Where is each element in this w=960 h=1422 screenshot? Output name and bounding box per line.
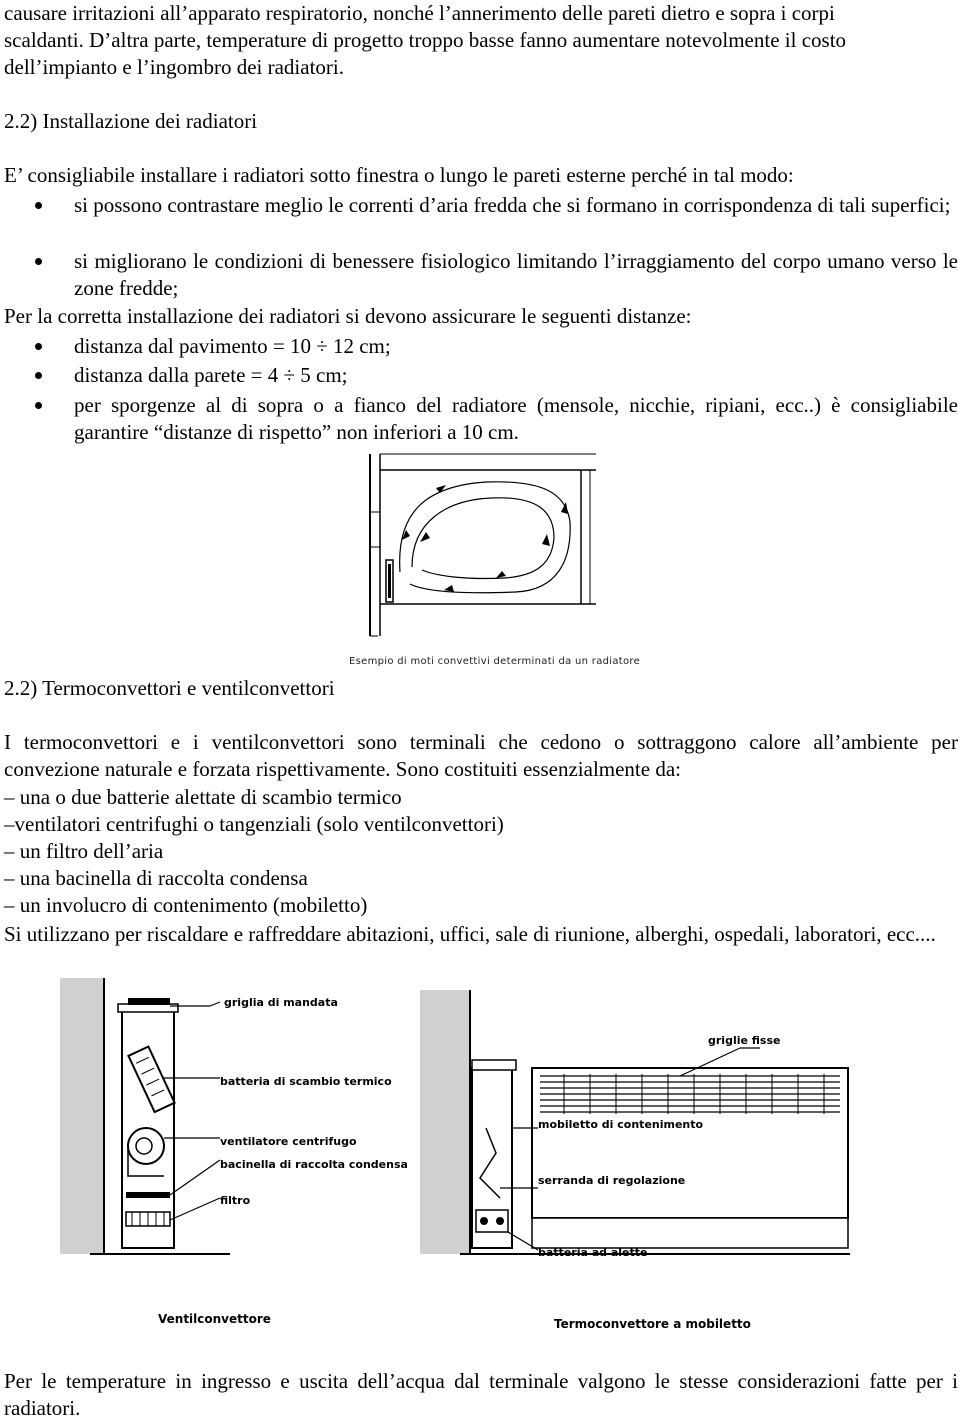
label-griglie-fisse: griglie fisse (708, 1034, 781, 1047)
label-serranda: serranda di regolazione (538, 1174, 686, 1187)
label-griglia-mandata: griglia di mandata (224, 996, 338, 1009)
component-item: – una bacinella di raccolta condensa (4, 866, 308, 890)
component-item: – un involucro di contenimento (mobiletto) (4, 893, 368, 917)
bullet-text: si migliorano le condizioni di benessere fisiologico limitando l’irraggiamento del corpo umano verso le zone fredde; (74, 249, 958, 300)
bullet-icon (35, 343, 42, 350)
label-bacinella: bacinella di raccolta condensa (220, 1158, 408, 1171)
convection-diagram (366, 452, 598, 638)
intro-line-3: dell’impianto e l’ingombro dei radiatori. (4, 55, 344, 79)
bullet-icon (35, 372, 42, 379)
caption-ventilconvettore: Ventilconvettore (158, 1312, 271, 1326)
bullet-icon (35, 202, 42, 209)
component-item: – un filtro dell’aria (4, 839, 164, 863)
bullet-icon (35, 402, 42, 409)
closing-paragraph: Per le temperature in ingresso e uscita dell’acqua dal terminale valgono le stesse considerazioni fatte per i radiatori. (4, 1369, 958, 1420)
label-filtro: filtro (220, 1194, 251, 1207)
termo-paragraph: I termoconvettori e i ventilconvettori sono terminali che cedono o sottraggono calore all’ambiente per convezione naturale e forzata rispettivamente. Sono costituiti essenzialmente da: (4, 730, 958, 781)
usage-paragraph: Si utilizzano per riscaldare e raffreddare abitazioni, uffici, sale di riunione, alberghi, ospedali, laboratori, ecc.... (4, 922, 936, 946)
label-batteria-alette: batteria ad alette (538, 1246, 648, 1259)
caption-termoconvettore: Termoconvettore a mobiletto (554, 1317, 751, 1331)
distances-lead: Per la corretta installazione dei radiatori si devono assicurare le seguenti distanze: (4, 304, 692, 328)
component-item: – una o due batterie alettate di scambio termico (4, 785, 402, 809)
intro-line-1: causare irritazioni all’apparato respiratorio, nonché l’annerimento delle pareti dietro e sopra i corpi (4, 1, 835, 25)
bullet-icon (35, 258, 42, 265)
label-batteria-scambio: batteria di scambio termico (220, 1075, 392, 1088)
label-ventilatore: ventilatore centrifugo (220, 1135, 357, 1148)
distance-text: per sporgenze al di sopra o a fianco del radiatore (mensole, nicchie, ripiani, ecc..) è consigliabile garantire “distanze di rispetto” non inferiori a 10 cm. (74, 393, 958, 444)
section-heading-termoconvettori: 2.2) Termoconvettori e ventilconvettori (4, 676, 335, 700)
distance-text: distanza dalla parete = 4 ÷ 5 cm; (74, 363, 348, 387)
bullet-text: si possono contrastare meglio le correnti d’aria fredda che si formano in corrispondenza di tali superfici; (74, 193, 951, 217)
distance-text: distanza dal pavimento = 10 ÷ 12 cm; (74, 334, 391, 358)
component-item: –ventilatori centrifughi o tangenziali (solo ventilconvettori) (4, 812, 504, 836)
intro-line-2: scaldanti. D’altra parte, temperature di progetto troppo basse fanno aumentare notevolmente il costo (4, 28, 847, 52)
figure-caption: Esempio di moti convettivi determinati da un radiatore (349, 656, 641, 667)
terminal-units-diagram (60, 978, 860, 1338)
radiatori-lead: E’ consigliabile installare i radiatori sotto finestra o lungo le pareti esterne perché in tal modo: (4, 163, 794, 187)
label-mobiletto: mobiletto di contenimento (538, 1118, 704, 1131)
section-heading-radiatori: 2.2) Installazione dei radiatori (4, 109, 258, 133)
